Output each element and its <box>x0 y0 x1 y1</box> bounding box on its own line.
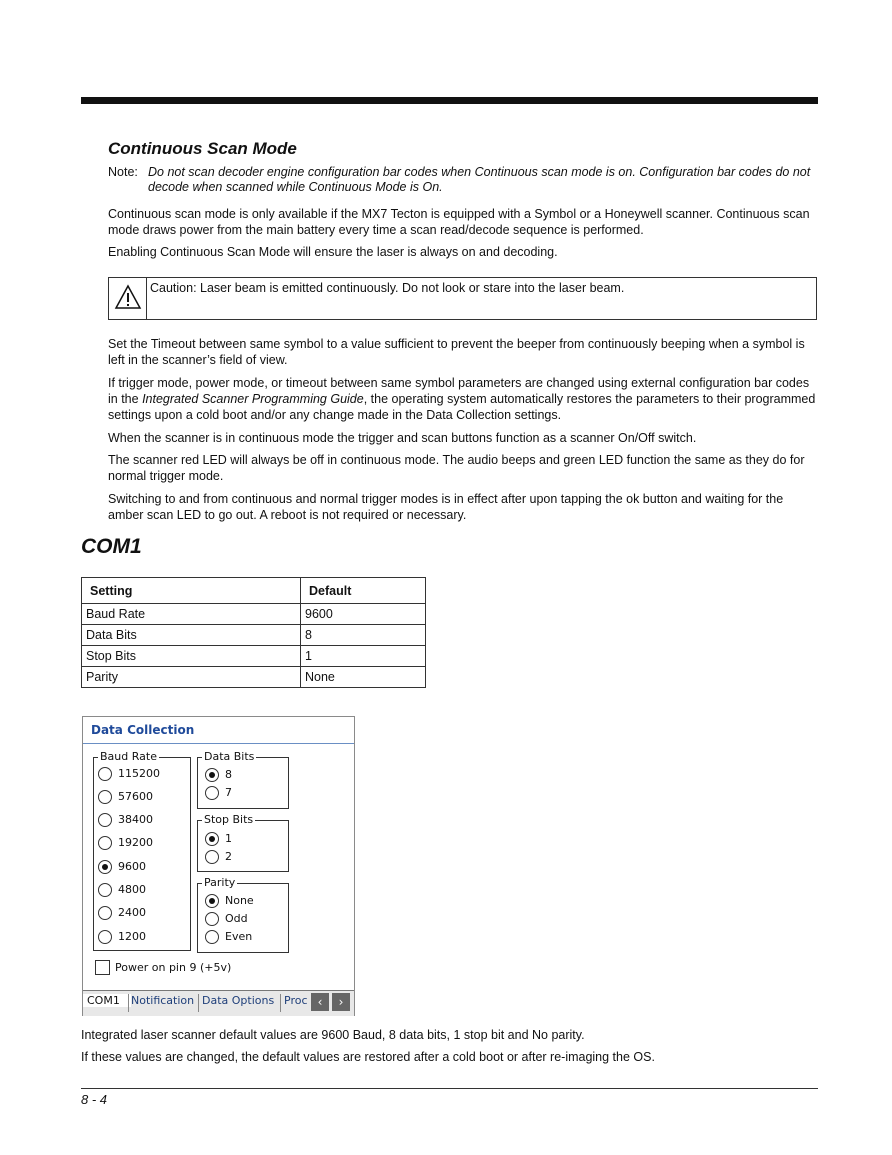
table-row <box>82 646 426 667</box>
parity-legend: Parity <box>204 876 236 889</box>
caution-text: Caution: Laser beam is emitted continuously. Do not look or stare into the laser beam. <box>150 281 625 295</box>
table-cell-setting: Stop Bits <box>82 646 301 667</box>
baud-rate-group <box>93 750 191 951</box>
tab-processing[interactable]: Proc <box>284 994 308 1007</box>
tab-data-options[interactable]: Data Options <box>202 994 275 1007</box>
radio-circle-selected[interactable] <box>205 832 219 846</box>
table-header-default: Default <box>301 578 426 604</box>
radio-label: 4800 <box>118 883 146 896</box>
data-bits-group <box>197 750 289 809</box>
radio-circle[interactable] <box>205 850 219 864</box>
note-text: Do not scan decoder engine configuration bar codes when Continuous scan mode is on. Configuration bar codes do not decode when scanned while Continuous Mode is On. <box>148 165 811 194</box>
radio-circle-selected[interactable] <box>205 894 219 908</box>
paragraph-on-off: When the scanner is in continuous mode the trigger and scan buttons function as a scanner On/Off switch. <box>108 431 697 445</box>
default-values-text: Integrated laser scanner default values are 9600 Baud, 8 data bits, 1 stop bit and No parity. <box>81 1028 585 1042</box>
stop-bits-legend: Stop Bits <box>204 813 254 826</box>
radio-label: 8 <box>225 768 232 781</box>
radio-label: 9600 <box>118 860 146 873</box>
table-header-row <box>82 578 426 604</box>
radio-circle-selected[interactable] <box>98 860 112 874</box>
chevron-right-icon[interactable]: › <box>332 993 350 1011</box>
tab-divider <box>198 994 199 1012</box>
note-label: Note: <box>108 165 138 179</box>
radio-label: 7 <box>225 786 232 799</box>
warning-triangle-icon <box>114 284 142 310</box>
paragraph-availability: Continuous scan mode is only available if the MX7 Tecton is equipped with a Symbol or a Honeywell scanner. Continuous scan mode draws power from the main battery every time a scan read/decode sequence is performed. <box>108 207 810 237</box>
stop-bits-group <box>197 813 289 872</box>
dialog-title-bar <box>83 717 354 744</box>
power-pin9-checkbox[interactable] <box>95 960 110 975</box>
radio-circle[interactable] <box>98 883 112 897</box>
radio-circle-selected[interactable] <box>205 768 219 782</box>
radio-label: 1200 <box>118 930 146 943</box>
radio-circle[interactable] <box>205 912 219 926</box>
radio-label: 2400 <box>118 906 146 919</box>
radio-label: None <box>225 894 254 907</box>
tab-divider <box>128 994 129 1012</box>
com1-title: COM1 <box>81 535 142 558</box>
power-pin9-label: Power on pin 9 (+5v) <box>115 961 232 974</box>
table-cell-setting: Baud Rate <box>82 604 301 625</box>
table-cell-default: 1 <box>301 646 426 667</box>
radio-label: Odd <box>225 912 248 925</box>
radio-circle[interactable] <box>98 813 112 827</box>
table-header-setting: Setting <box>82 578 301 604</box>
radio-circle[interactable] <box>98 836 112 850</box>
radio-label: 1 <box>225 832 232 845</box>
table-cell-setting: Parity <box>82 667 301 688</box>
caution-icon-cell <box>109 278 147 319</box>
paragraph-enabling: Enabling Continuous Scan Mode will ensure the laser is always on and decoding. <box>108 245 558 259</box>
data-collection-screenshot <box>82 716 355 1016</box>
restore-defaults-text: If these values are changed, the default values are restored after a cold boot or after re-imaging the OS. <box>81 1050 655 1064</box>
chevron-left-icon[interactable]: ‹ <box>311 993 329 1011</box>
paragraph-trigger-mode-part2: , the operating system automatically restores the parameters to their programmed settings upon a cold boot and/or any change made in the Data Collection settings. <box>108 392 816 422</box>
paragraph-led: The scanner red LED will always be off in continuous mode. The audio beeps and green LED function the same as they do for normal trigger mode. <box>108 453 805 483</box>
section-title: Continuous Scan Mode <box>108 139 297 158</box>
radio-circle[interactable] <box>98 790 112 804</box>
tab-com1[interactable]: COM1 <box>83 994 131 1007</box>
paragraph-timeout: Set the Timeout between same symbol to a value sufficient to prevent the beeper from continuously beeping when a symbol is left in the scanner’s field of view. <box>108 337 805 367</box>
header-rule <box>81 97 818 104</box>
tab-divider <box>280 994 281 1012</box>
dialog-title: Data Collection <box>91 723 195 737</box>
radio-circle[interactable] <box>98 906 112 920</box>
caution-box <box>108 277 817 320</box>
radio-circle[interactable] <box>98 767 112 781</box>
com1-settings-table <box>81 577 426 688</box>
radio-label: 38400 <box>118 813 153 826</box>
table-row <box>82 667 426 688</box>
tab-notification[interactable]: Notification <box>131 994 195 1007</box>
radio-label: 57600 <box>118 790 153 803</box>
radio-label: 115200 <box>118 767 160 780</box>
table-cell-default: 9600 <box>301 604 426 625</box>
table-row <box>82 604 426 625</box>
radio-circle[interactable] <box>205 786 219 800</box>
note <box>108 165 818 195</box>
baud-rate-legend: Baud Rate <box>100 750 157 763</box>
parity-group <box>197 876 289 953</box>
paragraph-trigger-mode-part1: If trigger mode, power mode, or timeout between same symbol parameters are changed using external configuration bar codes in the <box>108 376 810 406</box>
footer-rule <box>81 1088 818 1089</box>
table-cell-default: 8 <box>301 625 426 646</box>
radio-label: 2 <box>225 850 232 863</box>
radio-label: 19200 <box>118 836 153 849</box>
radio-circle[interactable] <box>98 930 112 944</box>
programming-guide-title: Integrated Scanner Programming Guide <box>142 392 364 406</box>
page-number: 8 - 4 <box>81 1092 108 1107</box>
table-cell-setting: Data Bits <box>82 625 301 646</box>
paragraph-switching: Switching to and from continuous and normal trigger modes is in effect after upon tapping the ok button and waiting for the amber scan LED to go out. A reboot is not required or necessary. <box>108 492 784 522</box>
tab-bar <box>83 990 354 1016</box>
data-bits-legend: Data Bits <box>204 750 255 763</box>
radio-circle[interactable] <box>205 930 219 944</box>
table-row <box>82 625 426 646</box>
paragraph-trigger-mode <box>108 375 816 423</box>
radio-label: Even <box>225 930 253 943</box>
table-cell-default: None <box>301 667 426 688</box>
